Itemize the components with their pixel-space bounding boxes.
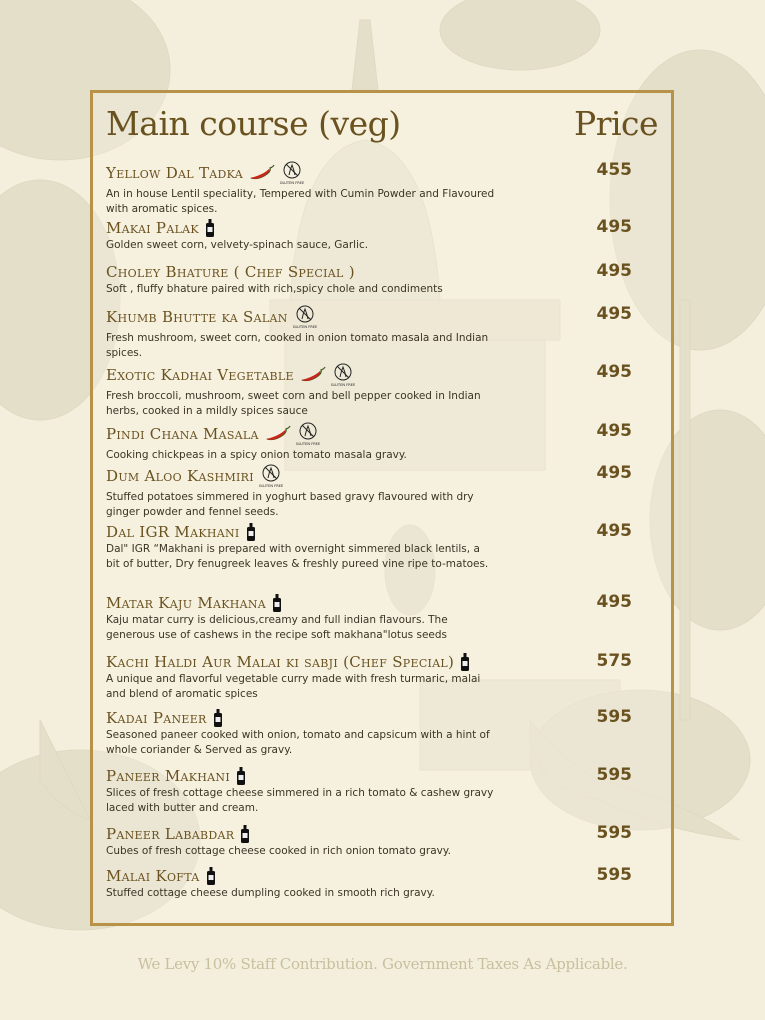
bottle-icon: [206, 867, 216, 885]
item-description: Soft , fluffy bhature paired with rich,spicy chole and condiments: [106, 282, 443, 295]
item-name: Kachi Haldi Aur Malai ki sabji (Chef Special): [106, 652, 455, 671]
gluten-free-icon: [297, 421, 319, 447]
item-price: 495: [596, 217, 632, 237]
item-price: 495: [596, 592, 632, 612]
item-name: Dum Aloo Kashmiri: [106, 467, 254, 485]
menu-item: [106, 707, 662, 757]
item-name: Kadai Paneer: [106, 708, 207, 727]
item-price: 495: [596, 521, 632, 541]
item-icons: [206, 866, 222, 886]
bottle-icon: [246, 523, 256, 541]
item-icons: [213, 708, 229, 728]
item-price: 495: [596, 261, 632, 281]
item-price: 495: [596, 463, 632, 483]
bottle-icon: [272, 594, 282, 612]
item-name: Exotic Kadhai Vegetable: [106, 366, 294, 384]
item-description: Fresh mushroom, sweet corn, cooked in onion tomato masala and Indian spices.: [106, 332, 489, 359]
item-name: Matar Kaju Makhana: [106, 593, 267, 612]
price-column-title: Price: [574, 104, 659, 143]
item-icons: [205, 218, 221, 238]
item-name: Malai Kofta: [106, 866, 200, 885]
menu-item: [106, 463, 662, 519]
item-price: 595: [596, 865, 632, 885]
item-description: A unique and flavorful vegetable curry made with fresh turmaric, malai and blend of aromatic spices: [106, 673, 481, 700]
item-description: Slices of fresh cottage cheese simmered in a rich tomato & cashew gravy laced with butter and cream.: [106, 787, 494, 814]
item-name: Pindi Chana Masala: [106, 425, 259, 443]
bottle-icon: [460, 653, 470, 671]
gluten-free-label: GLUTEN FREE: [295, 442, 321, 446]
chili-icon: [265, 426, 291, 442]
item-price: 595: [596, 765, 632, 785]
bottle-icon: [236, 767, 246, 785]
item-description: Fresh broccoli, mushroom, sweet corn and bell pepper cooked in Indian herbs, cooked in a mildly spices sauce: [106, 390, 481, 417]
gluten-free-icon: [332, 362, 354, 388]
item-name: Dal IGR Makhani: [106, 522, 240, 541]
footer-note: We Levy 10% Staff Contribution. Government Taxes As Applicable.: [137, 955, 628, 973]
bottle-icon: [213, 709, 223, 727]
gluten-free-label: GLUTEN FREE: [258, 484, 284, 488]
item-price: 495: [596, 421, 632, 441]
item-description: Golden sweet corn, velvety-spinach sauce, Garlic.: [106, 239, 369, 252]
item-description: Stuffed cottage cheese dumpling cooked in smooth rich gravy.: [106, 887, 435, 900]
item-name: Yellow Dal Tadka: [106, 164, 243, 182]
menu-item: [106, 362, 662, 418]
menu-item: [106, 865, 662, 901]
item-description: Cooking chickpeas in a spicy onion tomato masala gravy.: [106, 449, 407, 461]
item-icons: [460, 652, 476, 672]
item-name: Paneer Lababdar: [106, 824, 235, 843]
item-name: Khumb Bhutte ka Salan: [106, 308, 288, 326]
item-icons: [272, 593, 288, 613]
menu-item: [106, 823, 662, 859]
item-icons: [236, 766, 252, 786]
menu-item: [106, 304, 662, 360]
menu-item: [106, 421, 662, 463]
item-description: Seasoned paneer cooked with onion, tomato and capsicum with a hint of whole coriander & Served as gravy.: [106, 729, 490, 756]
menu-item: [106, 160, 662, 216]
gluten-free-label: GLUTEN FREE: [292, 325, 317, 329]
menu-item: [106, 765, 662, 815]
item-name: Paneer Makhani: [106, 766, 230, 785]
chili-icon: [300, 367, 326, 383]
item-icons: [260, 463, 288, 489]
bottle-icon: [240, 825, 250, 843]
item-description: Dal" IGR “Makhani is prepared with overnight simmered black lentils, a bit of butter, Dry fenugreek leaves & freshly pureed vine ripe to-matoes.: [106, 543, 489, 570]
menu-item: [106, 651, 662, 701]
chili-icon: [249, 165, 275, 181]
item-icons: [240, 824, 256, 844]
item-name: Choley Bhature ( Chef Special ): [106, 262, 355, 281]
item-icons: [300, 362, 360, 388]
bottle-icon: [205, 219, 215, 237]
menu-item: [106, 521, 662, 571]
gluten-free-icon: [294, 304, 316, 330]
item-description: Kaju matar curry is delicious,creamy and full indian flavours. The generous use of cashews in the recipe soft makhana"lotus seeds: [106, 614, 448, 641]
item-price: 595: [596, 707, 632, 727]
item-icons: [246, 522, 262, 542]
item-price: 455: [596, 160, 632, 180]
item-icons: [249, 160, 309, 186]
gluten-free-icon: [260, 463, 282, 489]
item-price: 495: [596, 362, 632, 382]
gluten-free-label: GLUTEN FREE: [330, 383, 356, 387]
menu-section-title: Main course (veg): [106, 104, 401, 143]
menu-item: [106, 217, 662, 253]
menu-item: [106, 592, 662, 642]
menu-item: [106, 261, 662, 296]
item-description: Stuffed potatoes simmered in yoghurt based gravy flavoured with dry ginger powder and fennel seeds.: [106, 491, 474, 518]
item-description: An in house Lentil speciality, Tempered with Cumin Powder and Flavoured with aromatic spices.: [106, 188, 495, 215]
item-price: 595: [596, 823, 632, 843]
item-description: Cubes of fresh cottage cheese cooked in rich onion tomato gravy.: [106, 845, 451, 858]
item-icons: [265, 421, 325, 447]
item-price: 575: [596, 651, 632, 671]
gluten-free-icon: [281, 160, 303, 186]
gluten-free-label: GLUTEN FREE: [279, 181, 305, 185]
item-name: Makai Palak: [106, 218, 199, 237]
item-price: 495: [596, 304, 632, 324]
item-icons: [294, 304, 322, 330]
